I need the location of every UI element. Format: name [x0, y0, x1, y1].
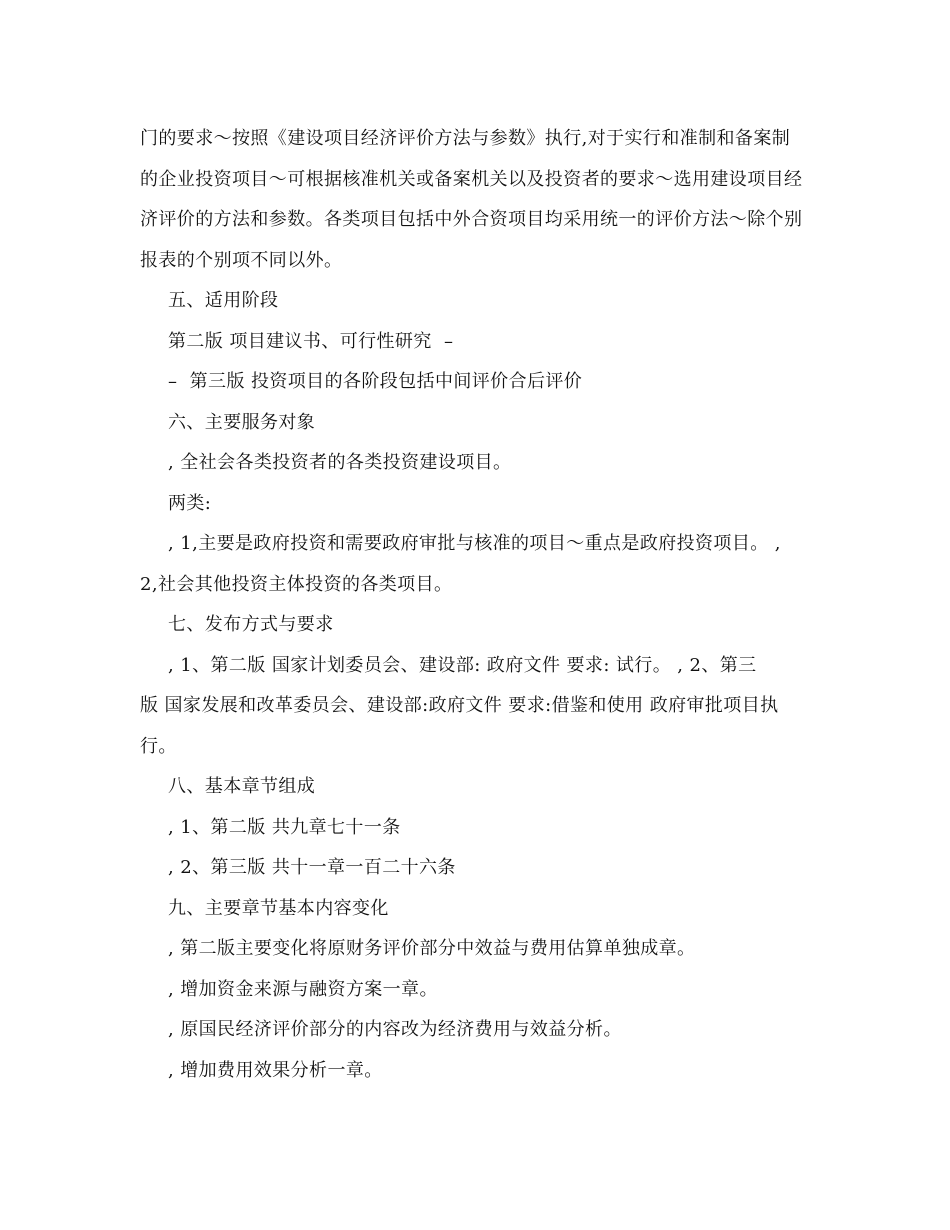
text-line-6: 第二版 项目建议书、可行性研究 – [168, 330, 454, 352]
text-line-23: , 原国民经济评价部分的内容改为经济费用与效益分析。 [168, 1019, 622, 1040]
section-heading-7: 七、发布方式与要求 [168, 614, 334, 635]
document-body [140, 119, 820, 1091]
section-heading-6: 六、主要服务对象 [168, 411, 316, 433]
text-line-21: , 第二版主要变化将原财务评价部分中效益与费用估算单独成章。 [168, 938, 696, 959]
text-line-9: , 全社会各类投资者的各类投资建设项目。 [168, 452, 512, 473]
text-line-16: 行。 [140, 735, 177, 757]
text-line-1: 门的要求～按照《建设项目经济评价方法与参数》执行,对于实行和准制和备案制 [140, 128, 791, 149]
text-line-12: 2,社会其他投资主体投资的各类项目。 [140, 573, 453, 595]
text-line-7: – 第三版 投资项目的各阶段包括中间评价合后评价 [168, 371, 583, 392]
text-line-24: , 增加费用效果分析一章。 [168, 1059, 383, 1081]
section-heading-9: 九、主要章节基本内容变化 [168, 897, 389, 919]
text-line-2: 的企业投资项目～可根据核准机关或备案机关以及投资者的要求～选用建设项目经 [140, 168, 803, 190]
text-line-4: 报表的个别项不同以外。 [140, 249, 343, 271]
text-line-10: 两类: [168, 492, 212, 514]
text-line-3: 济评价的方法和参数。各类项目包括中外合资项目均采用统一的评价方法～除个别 [140, 209, 803, 230]
text-line-15: 版 国家发展和改革委员会、建设部:政府文件 要求:借鉴和使用 政府审批项目执 [140, 695, 779, 716]
section-heading-8: 八、基本章节组成 [168, 776, 316, 797]
text-line-22: , 增加资金来源与融资方案一章。 [168, 978, 438, 1000]
text-line-11: , 1,主要是政府投资和需要政府审批与核准的项目～重点是政府投资项目。 , [168, 533, 781, 554]
text-line-18: , 1、第二版 共九章七十一条 [168, 816, 401, 838]
text-line-19: , 2、第三版 共十一章一百二十六条 [168, 857, 456, 878]
section-heading-5: 五、适用阶段 [168, 290, 279, 311]
text-line-14: , 1、第二版 国家计划委员会、建设部: 政府文件 要求: 试行。 , 2、第三 [168, 654, 757, 676]
